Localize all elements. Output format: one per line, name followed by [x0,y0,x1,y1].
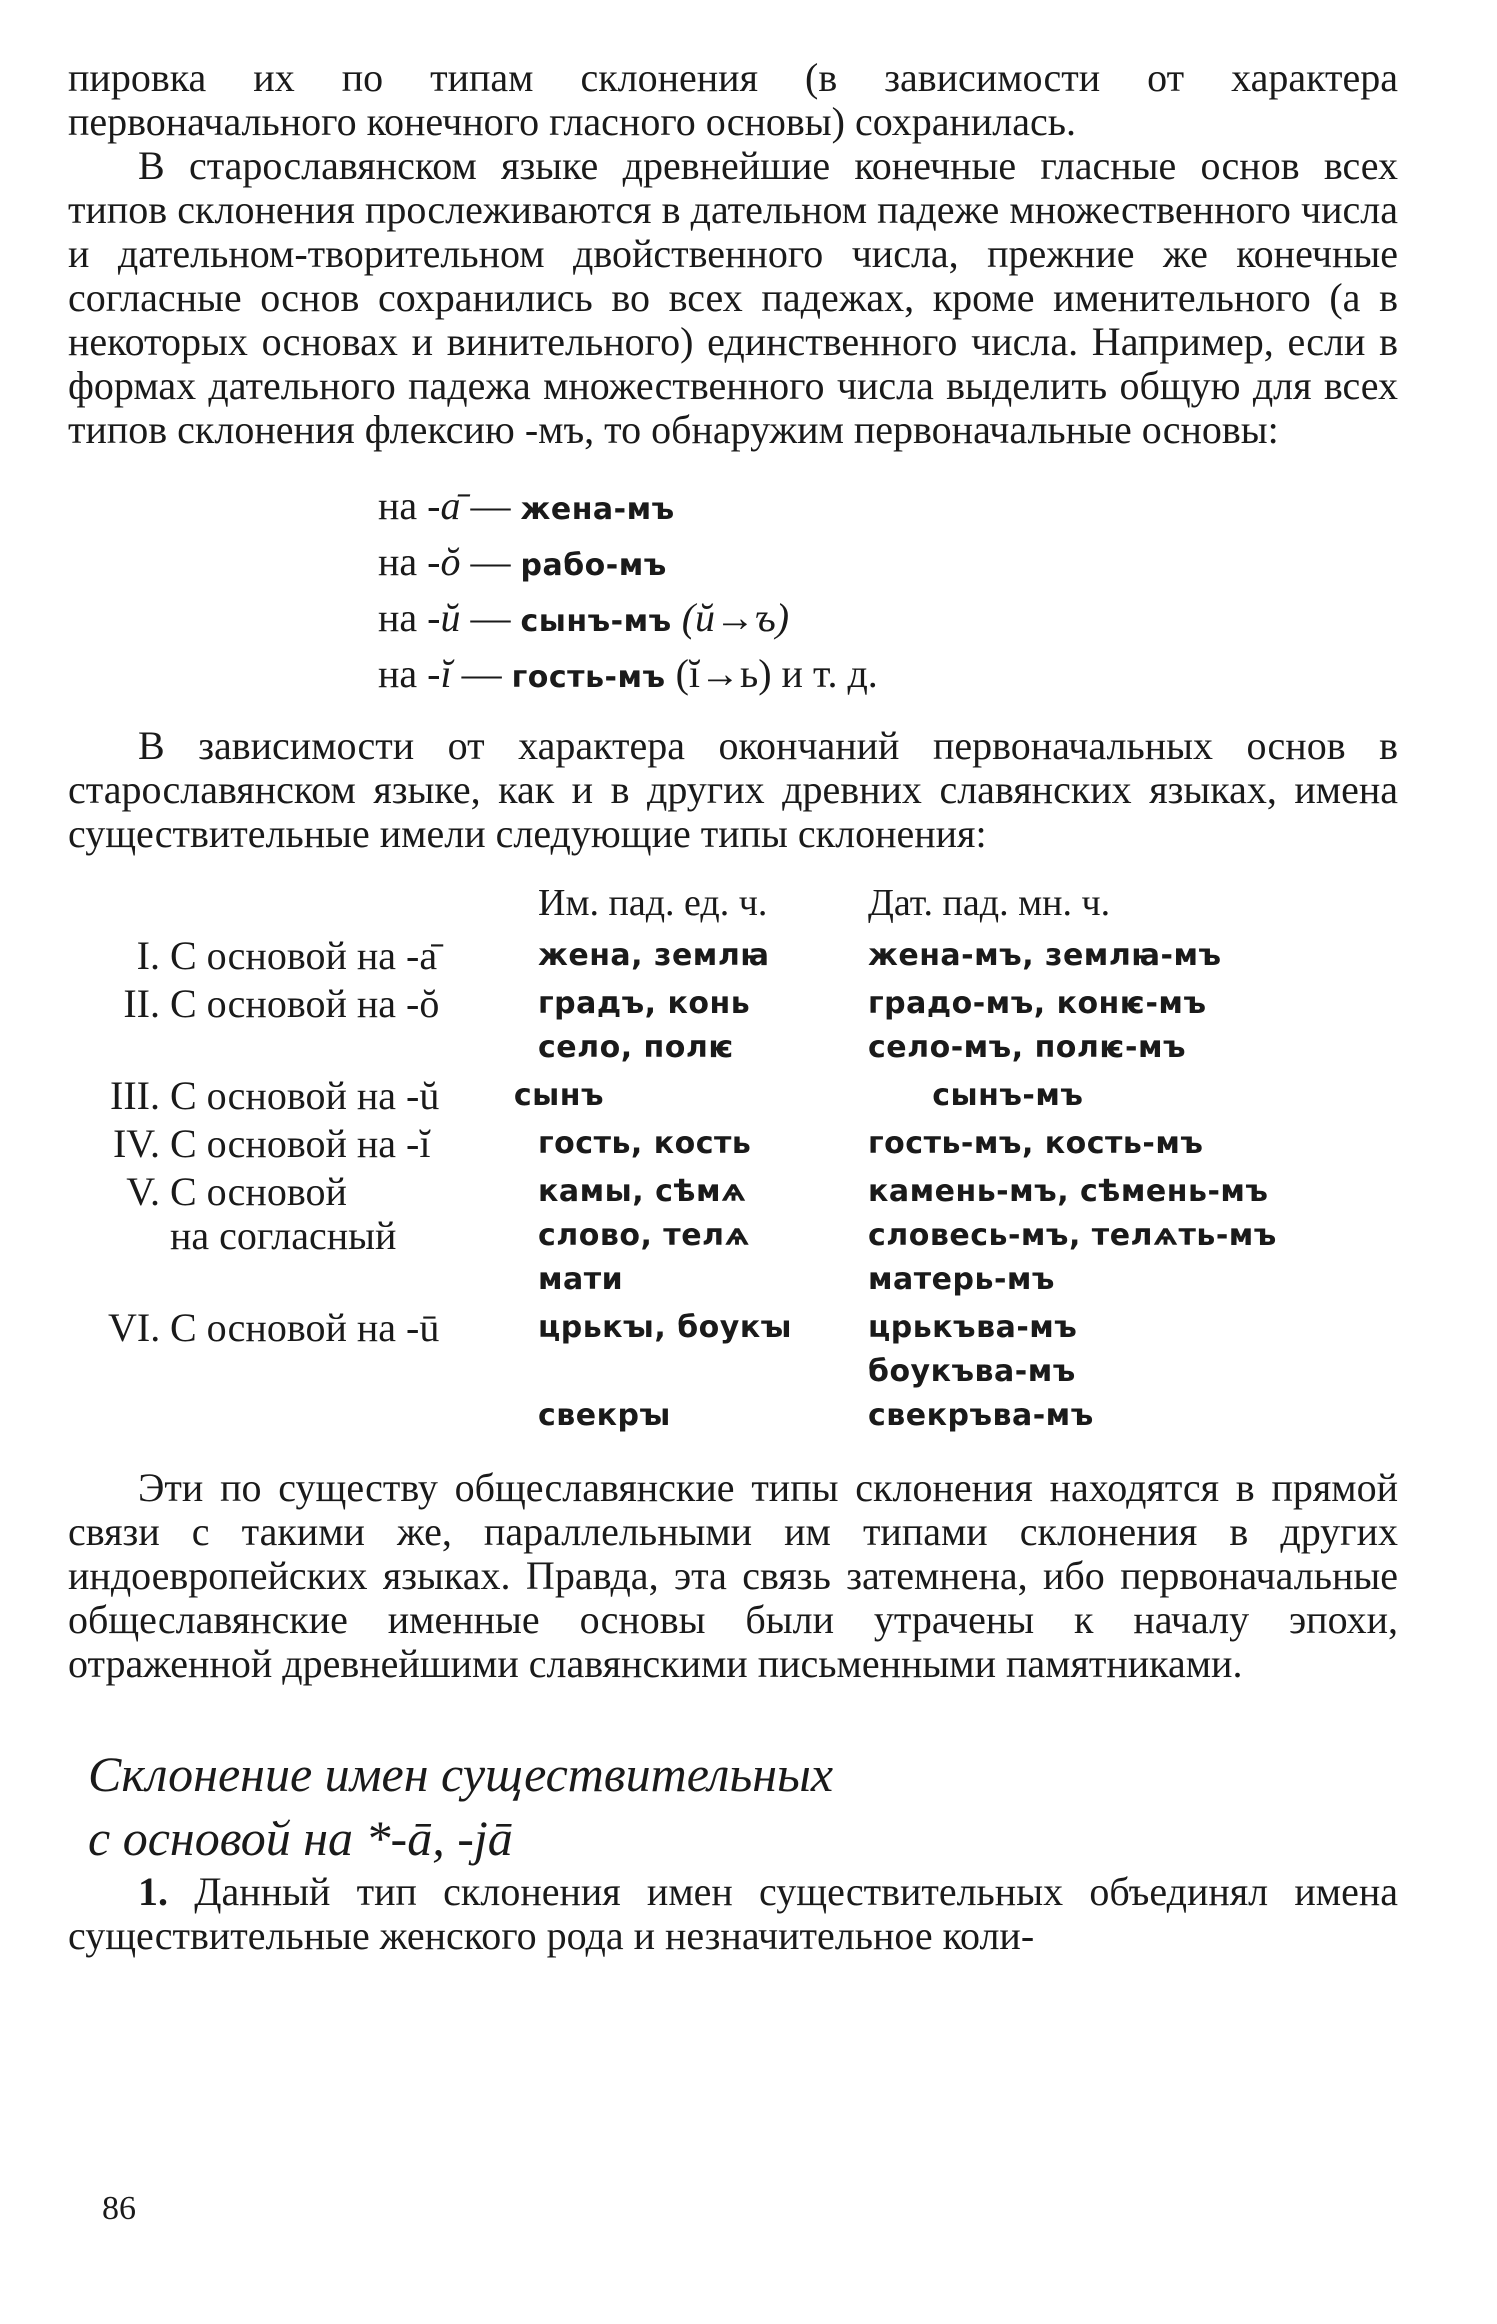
row-label: С основой на -ŏ [170,981,440,1026]
row-label: С основой на -ū [170,1305,440,1350]
stem-row [378,536,1398,592]
stem-dash: — [461,651,502,696]
stem-dash: — [470,483,511,528]
declension-row [68,982,1378,1070]
stem-row [378,592,1398,648]
nominative-form: слово, телѧ [538,1218,750,1253]
dative-form: село-мъ, полѥ-мъ [868,1030,1187,1065]
nominative-form: сынъ [513,1078,605,1113]
nominative-form: црькꙑ, боукꙑ [538,1310,792,1345]
stem-ending: -ŏ [427,539,461,584]
row-number: VI. [108,1305,161,1350]
declension-row [68,1306,1378,1438]
stem-row [378,648,1398,704]
section-heading [68,1742,1398,1870]
declension-row [68,1170,1378,1302]
paragraph-continued: пировка их по типам склонения (в зависимости от характера первоначального конечного гласного основы) сохранилась. [68,55,1398,144]
nominative-form: камы, сѣмѧ [538,1174,747,1209]
dative-form: словесь-мъ, телѧть-мъ [868,1218,1277,1253]
stem-word: рабо-мъ [520,548,667,583]
dative-form: боукъва-мъ [868,1354,1076,1389]
declension-row [68,934,1378,978]
nominative-form: мати [538,1262,624,1297]
stem-ending: -ŭ [427,595,461,640]
stem-dash: — [470,595,511,640]
stem-prefix: на [378,595,418,640]
dative-form: жена-мъ, землꙗ-мъ [868,938,1222,973]
nominative-form: градъ, конь [538,986,751,1021]
stem-note: (ĭ→ь) и т. д. [675,651,878,696]
header-nominative: Им. пад. ед. ч. [538,882,768,924]
nominative-form: гость, кость [538,1126,752,1161]
stem-word: сынъ-мъ [520,604,672,639]
stem-ending: -а̄ [427,483,461,528]
stem-prefix: на [378,483,418,528]
row-number: II. [123,981,160,1026]
declension-row [68,1074,1378,1118]
page-number: 86 [102,2190,136,2227]
paragraph-number: 1. [138,1869,168,1914]
paragraph-indo-european: Эти по существу общеславянские типы склонения находятся в прямой связи с такими же, параллельными им типами склонения в других индоевропейских языках. Правда, эта связь затемнена, ибо первоначальные общеславянские именные основы были утрачены к началу эпохи, отраженной древнейшими славянскими письменными памятниками. [68,1465,1398,1686]
row-label: С основой на -ĭ [170,1121,431,1166]
row-number: IV. [112,1121,160,1166]
row-number: III. [110,1073,160,1118]
row-label: С основой [170,1169,347,1214]
nominative-form: жена, землꙗ [538,938,770,973]
row-number: I. [136,933,160,978]
declension-row [68,1122,1378,1166]
declension-header [68,876,1378,930]
row-label: С основой на -а̄ [170,933,438,978]
dative-form: свекръва-мъ [868,1398,1094,1433]
stem-prefix: на [378,651,418,696]
row-number: V. [126,1169,160,1214]
paragraph-numbered [68,1870,1398,1958]
stem-prefix: на [378,539,418,584]
dative-form: камень-мъ, сѣмень-мъ [868,1174,1269,1209]
dative-form: градо-мъ, конѥ-мъ [868,986,1207,1021]
stem-note: (ŭ→ъ) [681,595,790,640]
stem-word: гость-мъ [511,660,666,695]
stem-ending: -ĭ [427,651,452,696]
heading-line-1: Склонение имен существительных [88,1746,834,1802]
row-label: С основой на -ŭ [170,1073,440,1118]
dative-form: матерь-мъ [868,1262,1055,1297]
nominative-form: свекрꙑ [538,1398,671,1433]
stem-dash: — [470,539,511,584]
stems-list [68,480,1398,704]
paragraph-oldslavonic-stems: В старославянском языке древнейшие конечные гласные основ всех типов склонения прослеживаются в дательном падеже множественного числа и дательном-творительном двойственного числа, прежние же конечные согласные основ сохранились во всех падежах, кроме именительного (а в некоторых основах и винительного) единственного числа. Например, если в формах дательного падежа множественного числа выделить общую для всех типов склонения флексию -мъ, то обнаружим первоначальные основы: [68,143,1398,452]
stem-word: жена-мъ [520,492,675,527]
nominative-form [538,1350,868,1394]
dative-form: гость-мъ, кость-мъ [868,1126,1204,1161]
declension-table [68,876,1378,1438]
dative-form: сынъ-мъ [932,1078,1084,1113]
stem-row [378,480,1398,536]
page-body [68,56,1398,1958]
heading-line-2: с основой на *-ā, -jā [88,1810,513,1866]
nominative-form: село, полѥ [538,1030,735,1065]
header-dative: Дат. пад. мн. ч. [868,882,1111,924]
paragraph-text: Данный тип склонения имен существительных объединял имена существительные женского рода и незначительное коли- [68,1869,1398,1958]
row-label-continued: на согласный [170,1213,397,1258]
paragraph-declension-types: В зависимости от характера окончаний первоначальных основ в старославянском языке, как и в других древних славянских языках, имена существительные имели следующие типы склонения: [68,723,1398,856]
dative-form: црькъва-мъ [868,1310,1078,1345]
